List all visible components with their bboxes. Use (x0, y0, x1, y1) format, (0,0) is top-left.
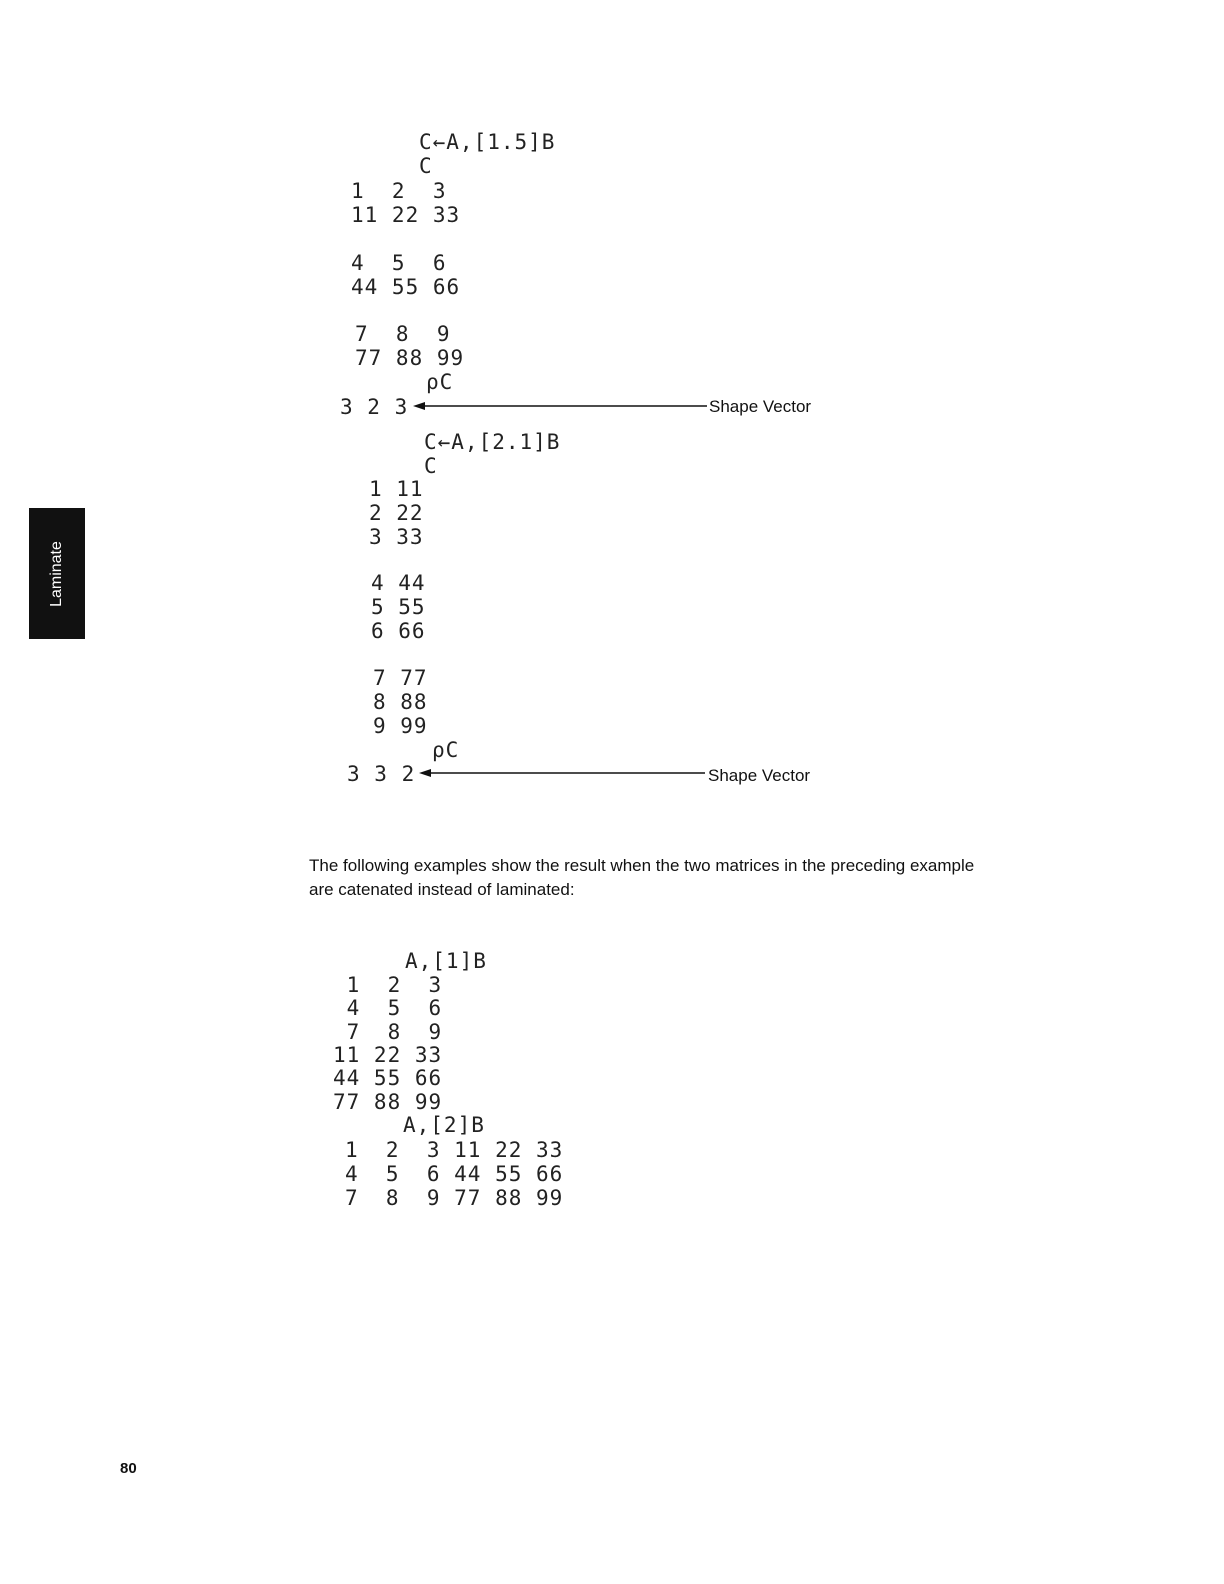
result-row: 1 2 3 11 22 33 (345, 1138, 564, 1162)
apl-statement-4: A,[2]B (403, 1113, 485, 1137)
paragraph-line-1: The following examples show the result when the two matrices in the preceding example (309, 856, 975, 875)
result-row: 7 8 9 77 88 99 (345, 1186, 564, 1210)
result-row: 7 8 9 (355, 322, 451, 346)
apl-statement-2: C←A,[2.1]B (424, 430, 561, 454)
result-row: 7 8 9 (333, 1020, 443, 1044)
shape-vector-label-1: Shape Vector (709, 397, 812, 416)
rho-statement-1: ⍴C (426, 370, 454, 394)
result-row: 7 77 (373, 666, 428, 690)
result-row: 11 22 33 (351, 203, 461, 227)
apl-statement-3: A,[1]B (405, 949, 487, 973)
section-tab (29, 508, 85, 639)
rho-statement-2: ⍴C (432, 738, 460, 762)
shape-result-2: 3 3 2 (347, 762, 416, 786)
result-row: 77 88 99 (333, 1090, 443, 1114)
result-row: 4 5 6 44 55 66 (345, 1162, 564, 1186)
result-row: 44 55 66 (351, 275, 461, 299)
arrow-icon (419, 768, 707, 778)
result-row: 11 22 33 (333, 1043, 443, 1067)
result-row: 9 99 (373, 714, 428, 738)
apl-echo-2: C (424, 454, 438, 478)
shape-result-1: 3 2 3 (340, 395, 409, 419)
result-row: 1 11 (369, 477, 424, 501)
result-row: 8 88 (373, 690, 428, 714)
apl-statement-1: C←A,[1.5]B (419, 130, 556, 154)
result-row: 4 44 (371, 571, 426, 595)
result-row: 4 5 6 (333, 996, 443, 1020)
result-row: 4 5 6 (351, 251, 447, 275)
shape-vector-label-2: Shape Vector (708, 766, 811, 785)
result-row: 44 55 66 (333, 1066, 443, 1090)
page-number: 80 (120, 1460, 137, 1477)
result-row: 1 2 3 (333, 973, 443, 997)
apl-echo-1: C (419, 154, 433, 178)
section-tab-label: Laminate (48, 540, 65, 607)
result-row: 1 2 3 (351, 179, 447, 203)
result-row: 77 88 99 (355, 346, 465, 370)
result-row: 2 22 (369, 501, 424, 525)
result-row: 5 55 (371, 595, 426, 619)
result-row: 6 66 (371, 619, 426, 643)
paragraph-line-2: are catenated instead of laminated: (309, 880, 575, 899)
result-row: 3 33 (369, 525, 424, 549)
arrow-icon (413, 401, 709, 411)
